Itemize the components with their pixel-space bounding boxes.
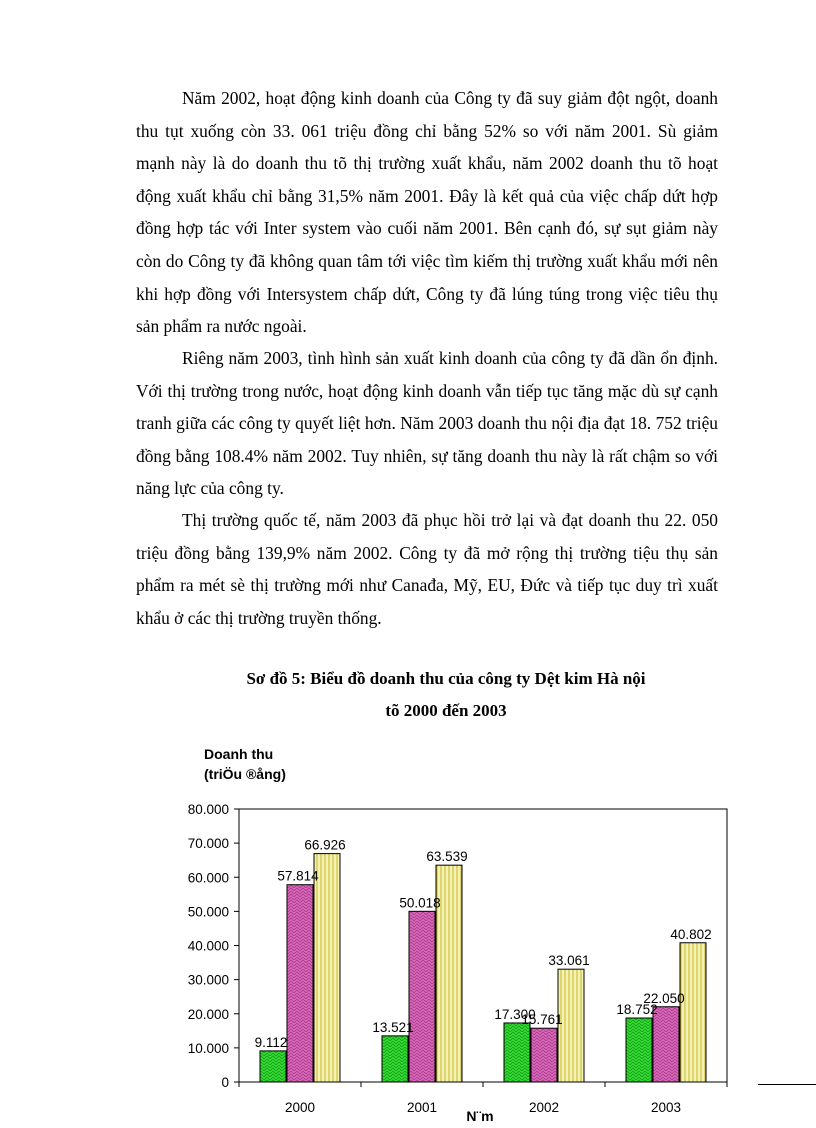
y-tick-label: 70.000 [187,836,229,852]
footnote-rule [758,1084,816,1085]
bar-series-2-2000 [287,885,313,1082]
y-axis-label-line-1: Doanh thu [204,746,274,762]
bar-series-2-2003 [653,1007,679,1082]
data-label: 18.752 [616,1002,658,1018]
bar-series-1-2000 [260,1051,286,1082]
bar-series-3-2003 [680,943,706,1082]
chart-caption-line-1: Sơ đồ 5: Biểu đồ doanh thu của công ty Dệt kim Hà nội [246,669,646,688]
data-label: 22.050 [643,990,685,1006]
data-label: 13.521 [372,1019,414,1035]
data-label: 63.539 [426,849,468,865]
y-tick-label: 50.000 [187,904,229,920]
data-label: 50.018 [399,895,441,911]
data-label: 33.061 [548,953,590,969]
data-label: 9.112 [254,1034,288,1050]
revenue-bar-chart [0,735,816,1123]
data-label: 66.926 [304,837,346,853]
y-tick-label: 40.000 [187,938,229,954]
x-axis-label: N¨m [466,1108,494,1123]
paragraph-2002-revenue: Năm 2002, hoạt động kinh doanh của Công ty đã suy giảm đột ngột, doanh thu tụt xuống còn 33. 061 triệu đồng chỉ bằng 52% so với năm 2001. Sù giảm mạnh này là do doanh thu tõ thị trường xuất khẩu, năm 2002 doanh thu tõ hoạt động xuất khẩu chỉ bằng 31,5% năm 2001. Đây là kết quả của việc chấp dứt hợp đồng hợp tác với Inter system vào cuối năm 2001. Bên cạnh đó, sự sụt giảm này còn do Công ty đã không quan tâm tới việc tìm kiếm thị trường xuất khẩu mới nên khi hợp đồng với Intersystem chấp dứt, Công ty đã lúng túng trong việc tiêu thụ sản phẩm ra nước ngoài. [136,88,718,337]
data-label: 57.814 [277,868,319,884]
y-tick-label: 60.000 [187,870,229,886]
bar-series-1-2001 [382,1036,408,1082]
y-tick-label: 80.000 [187,802,229,817]
chart-caption-line-2: tõ 2000 đến 2003 [385,701,507,720]
y-axis-label-line-2: (triÖu ®ång) [204,766,286,782]
x-tick-label: 2001 [406,1100,438,1115]
data-label: 40.802 [670,926,712,942]
revenue-chart [0,735,816,1123]
y-tick-label: 30.000 [187,972,229,988]
bar-series-2-2002 [531,1028,557,1082]
bar-series-1-2003 [626,1018,652,1082]
x-tick-label: 2002 [528,1100,560,1115]
bar-series-2-2001 [409,911,435,1082]
y-tick-label: 0 [221,1075,229,1090]
paragraph-2003-international: Thị trường quốc tế, năm 2003 đã phục hồi trở lại và đạt doanh thu 22. 050 triệu đồng bằng 139,9% năm 2002. Công ty đã mở rộng thị trường tiệu thụ sản phẩm ra mét sè thị trường mới như Canađa, Mỹ, EU, Đức và tiếp tục duy trì xuất khẩu ở các thị trường truyền thống. [136,510,718,628]
x-tick-label: 2000 [284,1100,316,1115]
data-label: 15.761 [521,1012,563,1028]
y-axis [188,802,239,1090]
y-tick-label: 10.000 [187,1040,229,1056]
bar-series-3-2000 [314,854,340,1082]
y-tick-label: 20.000 [187,1006,229,1022]
bar-series-1-2002 [504,1023,530,1082]
data-label: 17.300 [494,1006,536,1022]
bars [260,854,706,1082]
paragraph-2003-domestic: Riêng năm 2003, tình hình sản xuất kinh doanh của công ty đã dần ổn định. Với thị trường trong nước, hoạt động kinh doanh vẫn tiếp tục tăng mặc dù sự cạnh tranh giữa các công ty quyết liệt hơn. Năm 2003 doanh thu nội địa đạt 18. 752 triệu đồng bằng 108.4% năm 2002. Tuy nhiên, sự tăng doanh thu này là rất chậm so với năng lực của công ty. [136,348,718,499]
x-tick-label: 2003 [650,1100,682,1115]
